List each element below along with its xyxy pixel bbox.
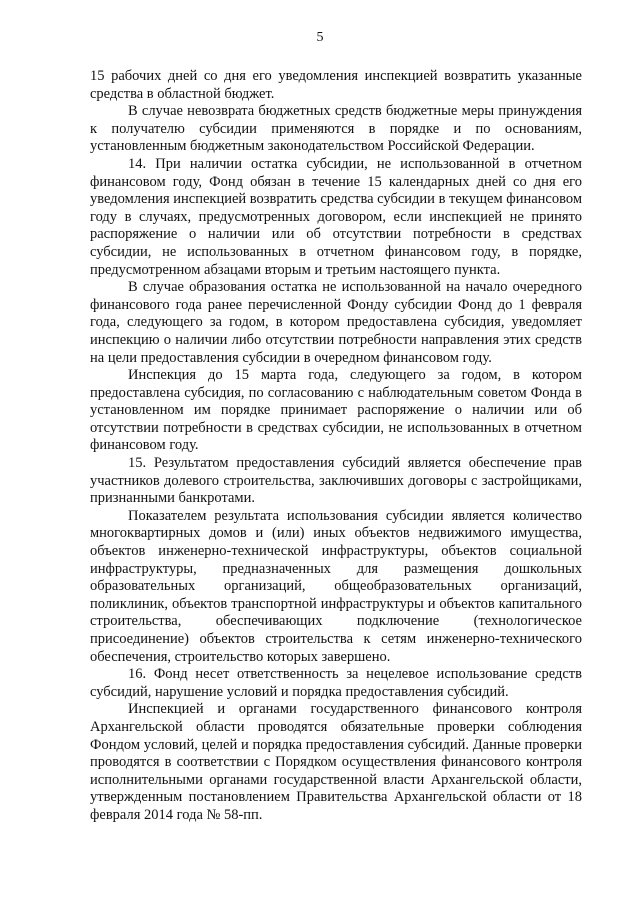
paragraph-continuation: 15 рабочих дней со дня его уведомления инспекцией возвратить указанные средства в областной бюджет. [90, 68, 582, 102]
paragraph-result-indicator: Показателем результата использования субсидии является количество многоквартирных домов и (или) иных объектов недвижимого имущества, объектов инженерно-технической инфраструктуры, объектов социальной инфраструктуры, предназначенных для размещения дошкольных образовательных организаций, общеобразовательных организаций, поликлиник, объектов транспортной инфраструктуры и объектов капитального строительства, обеспечивающих подключение (технологическое присоединение) объектов строительства к сетям инженерно-технического обеспечения, строительство которых завершено. [90, 507, 582, 665]
document-body [90, 68, 582, 825]
paragraph-clause-14: 14. При наличии остатка субсидии, не использованной в отчетном финансовом году, Фонд обязан в течение 15 календарных дней со дня его уведомления инспекцией возвратить средства субсидии в текущем финансовом году в случаях, предусмотренных договором, если инспекцией не принято распоряжение о наличии или об отсутствии потребности в средствах субсидии, не использованных в отчетном финансовом году, в порядке, предусмотренном абзацами вторым и третьим настоящего пункта. [90, 155, 582, 278]
paragraph-financial-control: Инспекцией и органами государственного финансового контроля Архангельской области проводятся обязательные проверки соблюдения Фондом условий, целей и порядка предоставления субсидий. Данные проверки проводятся в соответствии с Порядком осуществления финансового контроля исполнительными органами государственной власти Архангельской области, утвержденным постановлением Правительства Архангельской области от 18 февраля 2014 года № 58-пп. [90, 701, 582, 823]
paragraph-clause-15: 15. Результатом предоставления субсидий является обеспечение прав участников долевого строительства, заключивших договоры с застройщиками, признанными банкротами. [90, 455, 582, 507]
paragraph-enforcement-measures: В случае невозврата бюджетных средств бюджетные меры принуждения к получателю субсидии применяются в порядке и по основаниям, установленным бюджетным законодательством Российской Федерации. [90, 103, 582, 155]
paragraph-remaining-balance: В случае образования остатка не использованной на начало очередного финансового года ранее перечисленной Фонду субсидии Фонд до 1 февраля года, следующего за годом, в котором предоставлена субсидия, уведомляет инспекцию о наличии либо отсутствии потребности направления этих средств на цели предоставления субсидии в очередном финансовом году. [90, 279, 582, 366]
page-number: 5 [316, 30, 324, 45]
paragraph-inspection-decision: Инспекция до 15 марта года, следующего за годом, в котором предоставлена субсидия, по согласованию с наблюдательным советом Фонда в установленном им порядке принимает распоряжение о наличии или об отсутствии потребности в средствах субсидии, не использованных в отчетном финансовом году. [90, 367, 582, 454]
paragraph-clause-16: 16. Фонд несет ответственность за нецелевое использование средств субсидий, нарушение условий и порядка предоставления субсидий. [90, 666, 582, 700]
